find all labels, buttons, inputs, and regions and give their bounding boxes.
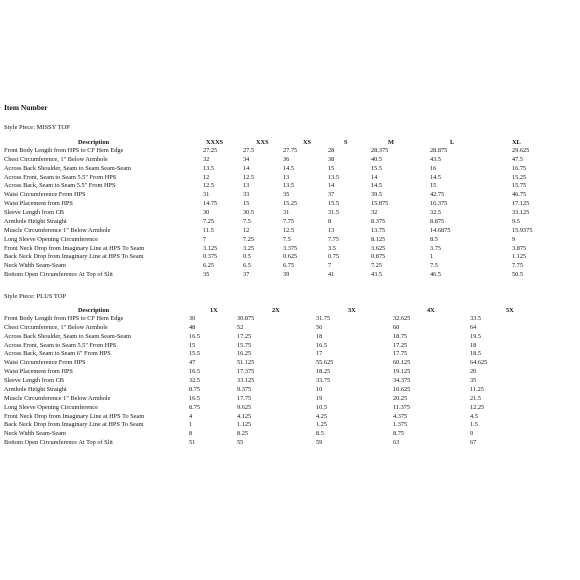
measurement-value: 8.5 <box>316 430 324 438</box>
table-row <box>0 376 580 385</box>
measurement-value: 17.375 <box>237 368 255 376</box>
measurement-value: 15.5 <box>328 200 340 208</box>
table-row <box>0 332 580 341</box>
measurement-value: 50.5 <box>512 271 524 279</box>
table-row <box>0 403 580 412</box>
measurement-value: 63 <box>393 439 400 447</box>
measurement-value: 33.125 <box>237 377 255 385</box>
measurement-value: 33.75 <box>316 377 331 385</box>
table-row <box>0 190 580 199</box>
measurement-value: 34.375 <box>393 377 411 385</box>
table-row <box>0 270 580 279</box>
row-description: Armhole Height Straight <box>4 217 67 225</box>
measurement-value: 43.5 <box>371 271 383 279</box>
measurement-value: 17.75 <box>393 350 408 358</box>
measurement-value: 13 <box>243 182 250 190</box>
measurement-value: 39.5 <box>371 191 383 199</box>
measurement-value: 30 <box>189 315 196 322</box>
measurement-value: 7.75 <box>512 262 524 270</box>
measurement-value: 14 <box>328 182 335 190</box>
measurement-value: 4.375 <box>393 412 408 420</box>
measurement-value: 41 <box>328 271 335 279</box>
measurement-value: 7.5 <box>243 217 251 225</box>
size-column-header: XXXS <box>206 139 224 146</box>
measurement-value: 34 <box>243 155 250 163</box>
table-row <box>0 412 580 421</box>
measurement-value: 13 <box>283 173 290 181</box>
row-description: Front Body Length from HPS to CF Hem Edge <box>4 147 124 154</box>
measurement-value: 10.5 <box>316 403 328 411</box>
measurement-value: 11.25 <box>470 385 484 393</box>
measurement-value: 0.375 <box>203 253 218 261</box>
measurement-value: 14.6875 <box>430 226 451 234</box>
table-row <box>0 358 580 367</box>
measurement-value: 1 <box>189 421 193 429</box>
table-row <box>0 261 580 270</box>
measurement-value: 9 <box>470 430 474 438</box>
size-column-header: XS <box>303 139 312 146</box>
row-description: Sleeve Length from CB <box>4 209 64 217</box>
measurement-value: 31 <box>283 209 290 217</box>
measurement-value: 4.25 <box>316 412 328 420</box>
measurement-value: 12 <box>203 173 210 181</box>
measurement-value: 4 <box>189 412 193 420</box>
table-row <box>0 394 580 403</box>
size-column-header: XL <box>512 139 521 146</box>
table-row <box>0 235 580 244</box>
measurement-value: 1.25 <box>316 421 328 429</box>
row-description: Long Sleeve Opening Circumference <box>4 403 98 411</box>
measurement-value: 15 <box>430 182 437 190</box>
row-description: Front Neck Drop from Imaginary Line at HPS To Seam <box>4 412 145 420</box>
row-description: Back Neck Drop from Imaginary Line at HPS To Seam <box>4 421 144 429</box>
size-column-header: 5X <box>506 307 514 314</box>
measurement-value: 7 <box>328 262 332 270</box>
row-description: Muscle Circumference 1" Below Armhole <box>4 394 111 402</box>
measurement-value: 0.5 <box>243 253 251 261</box>
measurement-value: 7.75 <box>328 235 340 243</box>
measurement-value: 32.625 <box>393 315 411 322</box>
description-column-header: Description <box>78 307 110 314</box>
measurement-value: 7.25 <box>203 217 215 225</box>
measurement-value: 32.5 <box>189 377 201 385</box>
measurement-value: 3.75 <box>430 244 442 252</box>
measurement-value: 6.75 <box>283 262 295 270</box>
item-number-heading: Item Number <box>4 103 48 112</box>
measurement-value: 16 <box>430 164 437 172</box>
measurement-value: 37 <box>243 271 250 279</box>
measurement-value: 17.125 <box>512 200 530 208</box>
row-description: Across Back Shoulder, Seam to Seam Seam-Seam <box>4 332 131 340</box>
measurement-value: 8.75 <box>189 385 201 393</box>
row-description: Sleeve Length from CB <box>4 377 64 385</box>
measurement-value: 7.25 <box>243 235 255 243</box>
measurement-value: 8.75 <box>393 430 405 438</box>
size-column-header: 1X <box>210 307 218 314</box>
measurement-value: 56 <box>316 323 323 331</box>
measurement-value: 35 <box>203 271 210 279</box>
row-description: Across Front, Seam to Seam 5.5" From HPS <box>4 173 117 181</box>
table-row <box>0 367 580 376</box>
size-column-header: S <box>344 139 348 146</box>
measurement-value: 29.625 <box>512 147 530 154</box>
measurement-value: 28 <box>328 147 335 154</box>
measurement-value: 18.25 <box>316 368 331 376</box>
measurement-value: 0.625 <box>283 253 298 261</box>
measurement-value: 10.625 <box>393 385 411 393</box>
measurement-value: 8.375 <box>371 217 386 225</box>
measurement-value: 13.5 <box>203 164 215 172</box>
measurement-value: 33.125 <box>512 209 530 217</box>
measurement-value: 20 <box>470 368 477 376</box>
measurement-value: 11.375 <box>393 403 411 411</box>
measurement-value: 42.75 <box>430 191 445 199</box>
measurement-value: 14.5 <box>283 164 295 172</box>
measurement-value: 9.5 <box>512 217 520 225</box>
size-column-header: L <box>450 139 455 146</box>
measurement-value: 15 <box>243 200 250 208</box>
measurement-value: 27.75 <box>283 147 298 154</box>
measurement-value: 8 <box>328 217 332 225</box>
measurement-value: 3.875 <box>512 244 527 252</box>
measurement-value: 17.25 <box>393 341 408 349</box>
table-row <box>0 173 580 182</box>
measurement-value: 13.5 <box>283 182 295 190</box>
row-description: Waist Circumference From HPS <box>4 359 86 367</box>
measurement-value: 10 <box>316 385 323 393</box>
size-column-header: XXS <box>256 139 269 146</box>
measurement-value: 46.75 <box>512 191 527 199</box>
measurement-value: 8.75 <box>189 403 201 411</box>
measurement-value: 15.5 <box>189 350 201 358</box>
table-row <box>0 226 580 235</box>
measurement-value: 18.75 <box>393 332 408 340</box>
measurement-value: 11.5 <box>203 226 214 234</box>
measurement-value: 32 <box>203 155 210 163</box>
measurement-value: 51.125 <box>237 359 255 367</box>
measurement-value: 35 <box>283 191 290 199</box>
measurement-value: 17.25 <box>237 332 252 340</box>
table-row <box>0 252 580 261</box>
description-column-header: Description <box>78 139 110 146</box>
measurement-value: 15 <box>328 164 335 172</box>
style-piece-missy-label: Style Piece: MISSY TOP <box>4 124 70 131</box>
measurement-value: 55.625 <box>316 359 334 367</box>
row-description: Front Neck Drop from Imaginary Line at HPS To Seam <box>4 244 145 252</box>
row-description: Neck Width Seam-Seam <box>4 430 66 438</box>
measurement-value: 30.875 <box>237 315 255 322</box>
table-row <box>0 155 580 164</box>
measurement-value: 15.9375 <box>512 226 533 234</box>
measurement-value: 60.125 <box>393 359 411 367</box>
measurement-value: 15.25 <box>512 173 527 181</box>
row-description: Waist Placement from HPS <box>4 368 73 376</box>
measurement-value: 4.5 <box>470 412 478 420</box>
measurement-value: 1.375 <box>393 421 408 429</box>
table-row <box>0 349 580 358</box>
measurement-value: 28.875 <box>430 147 448 154</box>
measurement-value: 4.125 <box>237 412 252 420</box>
measurement-value: 51 <box>189 439 196 447</box>
table-row <box>0 146 580 155</box>
table-row <box>0 314 580 323</box>
measurement-value: 55 <box>237 439 244 447</box>
measurement-value: 1.125 <box>237 421 252 429</box>
measurement-value: 12.5 <box>203 182 215 190</box>
measurement-value: 59 <box>316 439 323 447</box>
measurement-value: 3.25 <box>243 244 255 252</box>
measurement-value: 31 <box>203 191 210 199</box>
measurement-value: 21.5 <box>470 394 482 402</box>
measurement-value: 7.5 <box>430 262 438 270</box>
measurement-value: 16.375 <box>430 200 448 208</box>
measurement-value: 3.375 <box>283 244 298 252</box>
row-description: Neck Width Seam-Seam <box>4 262 66 270</box>
measurement-value: 1.125 <box>512 253 527 261</box>
measurement-value: 16.5 <box>189 394 201 402</box>
size-column-header: 3X <box>348 307 356 314</box>
measurement-value: 6.5 <box>243 262 251 270</box>
measurement-value: 30.5 <box>243 209 255 217</box>
table-row <box>0 208 580 217</box>
row-description: Waist Placement from HPS <box>4 200 73 208</box>
measurement-value: 8.25 <box>237 430 249 438</box>
measurement-value: 36 <box>283 155 290 163</box>
size-column-header: M <box>388 139 394 146</box>
style-piece-plus-label: Style Piece: PLUS TOP <box>4 293 67 300</box>
measurement-value: 19 <box>316 394 323 402</box>
table-row <box>0 244 580 253</box>
measurement-value: 30 <box>203 209 210 217</box>
measurement-value: 15.5 <box>371 164 383 172</box>
measurement-value: 15.75 <box>237 341 252 349</box>
measurement-value: 12.5 <box>283 226 295 234</box>
measurement-value: 1 <box>430 253 434 261</box>
measurement-value: 43.5 <box>430 155 442 163</box>
table-row <box>0 199 580 208</box>
measurement-value: 12.25 <box>470 403 485 411</box>
measurement-value: 64.625 <box>470 359 488 367</box>
measurement-value: 12 <box>243 226 250 234</box>
measurement-value: 33 <box>243 191 250 199</box>
measurement-value: 14.75 <box>203 200 218 208</box>
row-description: Back Neck Drop from Imaginary Line at HPS To Seam <box>4 253 144 261</box>
measurement-value: 60 <box>393 323 400 331</box>
measurement-value: 39 <box>283 271 290 279</box>
table-row <box>0 429 580 438</box>
measurement-value: 14 <box>243 164 250 172</box>
row-description: Across Back, Seam to Seam 5.5" From HPS <box>4 182 116 190</box>
measurement-value: 31.5 <box>328 209 340 217</box>
row-description: Long Sleeve Opening Circumference <box>4 235 98 243</box>
table-row <box>0 385 580 394</box>
measurement-value: 31.75 <box>316 315 331 322</box>
measurement-value: 27.5 <box>243 147 255 154</box>
measurement-value: 7.75 <box>283 217 295 225</box>
measurement-value: 15.25 <box>283 200 298 208</box>
measurement-value: 3.625 <box>371 244 386 252</box>
row-description: Across Back Shoulder, Seam to Seam Seam-Seam <box>4 164 131 172</box>
measurement-value: 15 <box>189 341 196 349</box>
measurement-value: 16.5 <box>189 332 201 340</box>
measurement-value: 14 <box>371 173 378 181</box>
measurement-value: 17.75 <box>237 394 252 402</box>
measurement-value: 9 <box>512 235 516 243</box>
measurement-value: 1.5 <box>470 421 478 429</box>
table-row <box>0 420 580 429</box>
measurement-value: 14.5 <box>371 182 383 190</box>
measurement-value: 18.5 <box>470 350 482 358</box>
measurement-value: 13.75 <box>371 226 386 234</box>
measurement-value: 8.125 <box>371 235 386 243</box>
row-description: Across Front, Seam to Seam 5.5" From HPS <box>4 341 117 349</box>
measurement-value: 32 <box>371 209 378 217</box>
measurement-value: 16.5 <box>316 341 328 349</box>
measurement-value: 46.5 <box>430 271 442 279</box>
measurement-value: 16.75 <box>512 164 527 172</box>
row-description: Waist Circumference From HPS <box>4 191 86 199</box>
table-row <box>0 323 580 332</box>
measurement-value: 16.25 <box>237 350 252 358</box>
measurement-value: 32.5 <box>430 209 442 217</box>
measurement-value: 7.5 <box>283 235 291 243</box>
measurement-value: 38 <box>328 155 335 163</box>
table-row <box>0 217 580 226</box>
measurement-value: 40.5 <box>371 155 383 163</box>
measurement-value: 7.25 <box>371 262 383 270</box>
measurement-value: 15.75 <box>512 182 527 190</box>
measurement-value: 16.5 <box>189 368 201 376</box>
measurement-value: 33.5 <box>470 315 482 322</box>
table-row <box>0 438 580 447</box>
measurement-value: 3.125 <box>203 244 218 252</box>
measurement-value: 12.5 <box>243 173 255 181</box>
measurement-value: 37 <box>328 191 335 199</box>
measurement-value: 18 <box>316 332 323 340</box>
measurement-value: 15.875 <box>371 200 389 208</box>
measurement-value: 27.25 <box>203 147 218 154</box>
measurement-value: 9.375 <box>237 385 252 393</box>
measurement-value: 3.5 <box>328 244 336 252</box>
measurement-value: 7 <box>203 235 207 243</box>
measurement-value: 20.25 <box>393 394 408 402</box>
measurement-value: 64 <box>470 323 477 331</box>
measurement-value: 8.5 <box>430 235 438 243</box>
measurement-value: 6.25 <box>203 262 215 270</box>
measurement-value: 35 <box>470 377 477 385</box>
row-description: Bottom Open Circumference At Top of Slit <box>4 439 113 447</box>
measurement-value: 8.875 <box>430 217 445 225</box>
measurement-value: 48 <box>189 323 196 331</box>
measurement-value: 19.5 <box>470 332 482 340</box>
measurement-value: 52 <box>237 323 244 331</box>
measurement-value: 28.375 <box>371 147 389 154</box>
row-description: Muscle Circumference 1" Below Armhole <box>4 226 111 234</box>
table-row <box>0 181 580 190</box>
measurement-value: 47 <box>189 359 196 367</box>
measurement-value: 13 <box>328 226 335 234</box>
row-description: Front Body Length from HPS to CF Hem Edge <box>4 315 124 322</box>
measurement-value: 9.625 <box>237 403 252 411</box>
measurement-value: 14.5 <box>430 173 442 181</box>
measurement-value: 8 <box>189 430 193 438</box>
measurement-value: 19.125 <box>393 368 411 376</box>
measurement-value: 17 <box>316 350 323 358</box>
size-column-header: 2X <box>272 307 280 314</box>
row-description: Chest Circumference, 1" Below Armhole <box>4 323 108 331</box>
size-column-header: 4X <box>427 307 435 314</box>
row-description: Across Back, Seam to Seam 6" From HPS <box>4 350 111 358</box>
measurement-value: 13.5 <box>328 173 340 181</box>
measurement-value: 47.5 <box>512 155 524 163</box>
row-description: Armhole Height Straight <box>4 385 67 393</box>
measurement-value: 67 <box>470 439 477 447</box>
table-row <box>0 341 580 350</box>
table-row <box>0 164 580 173</box>
row-description: Chest Circumference, 1" Below Armhole <box>4 155 108 163</box>
measurement-value: 18 <box>470 341 477 349</box>
measurement-value: 0.875 <box>371 253 386 261</box>
measurement-value: 0.75 <box>328 253 340 261</box>
row-description: Bottom Open Circumference At Top of Slit <box>4 271 113 279</box>
